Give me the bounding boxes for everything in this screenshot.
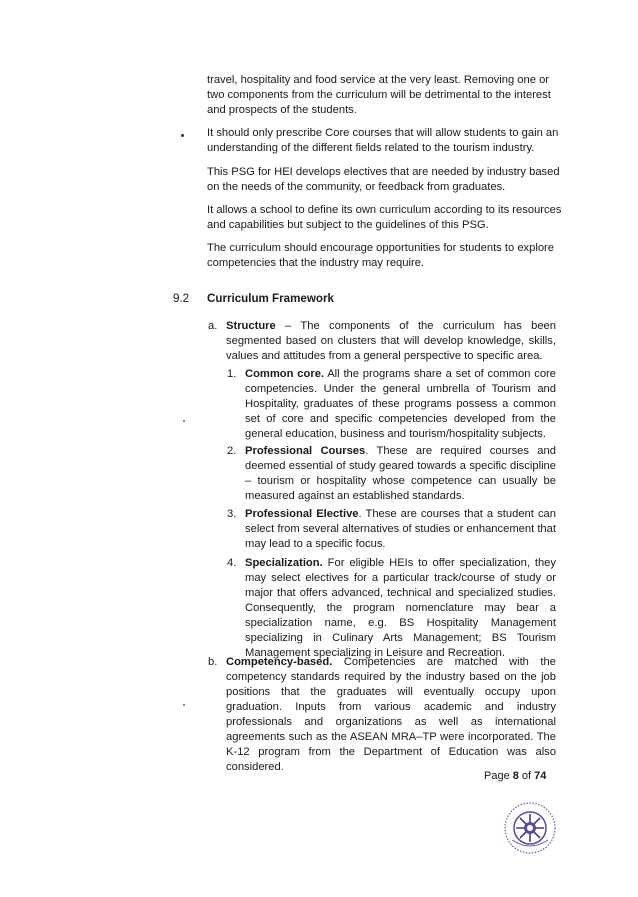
section-title: Curriculum Framework — [207, 292, 334, 305]
subitem-4-text: For eligible HEIs to offer specialization, they may select electives for a particular track/course of study or major that offers advanced, technical and specialized studies. Consequently, the program nomenclature may bear a specialization name, e.g. BS Hospitality Management specializing in Culinary Arts Management; BS Tourism Management specializing in Leisure and Recreation. — [245, 557, 556, 659]
margin-speck — [183, 420, 185, 422]
margin-speck — [183, 704, 185, 706]
subitem-4-number: 4. — [227, 557, 237, 569]
intro-paragraph-2: It should only prescribe Core courses that will allow students to gain an understanding of the different fields related to the tourism industry. — [207, 127, 559, 154]
intro-paragraph-5: The curriculum should encourage opportunities for students to explore competencies that the industry may require. — [207, 242, 555, 269]
subitem-common-core — [245, 367, 556, 442]
subitem-2-term: Professional Courses — [245, 445, 366, 457]
footer-of-word: of — [518, 770, 535, 782]
item-a-structure — [226, 319, 556, 364]
subitem-1-term: Common core. — [245, 368, 325, 380]
subitem-specialization — [245, 556, 556, 661]
intro-paragraph-3: This PSG for HEI develops electives that are needed by industry based on the needs of the community, or feedback from graduates. — [207, 166, 560, 193]
item-a-letter: a. — [208, 320, 218, 332]
subitem-3-number: 3. — [227, 508, 237, 520]
subitem-3-term: Professional Elective — [245, 508, 359, 520]
item-b-competency — [226, 655, 556, 775]
subitem-3-text: . These are courses that a student can select from several alternatives of studies or enhancement that may lead to a specific focus. — [245, 508, 556, 550]
item-b-term: Competency-based. — [226, 656, 333, 668]
intro-paragraph-1: travel, hospitality and food service at the very least. Removing one or two components from the curriculum will be detrimental to the interest and prospects of the students. — [207, 74, 551, 116]
subitem-4-term: Specialization. — [245, 557, 323, 569]
subitem-1-text: All the programs share a set of common core competencies. Under the general umbrella of Tourism and Hospitality, graduates of these programs possess a common set of core and specific competencies developed from the general education, business and tourism/hospitality subjects. — [245, 368, 557, 440]
subitem-professional-elective — [245, 507, 556, 552]
footer-page-number: 8 — [512, 770, 519, 782]
item-a-text: – The components of the curriculum has been segmented based on clusters that will develop knowledge, skills, values and attitudes from a general perspective to specific area. — [226, 320, 556, 362]
official-seal-icon — [502, 800, 558, 856]
subitem-2-number: 2. — [227, 445, 237, 457]
item-b-text: Competencies are matched with the competency standards required by the industry based on the job positions that the graduates will eventually occupy upon graduation. Inputs from various academic and industry professionals and organizations as well as international agreements such as the ASEAN MRA–TP were incorporated. The K-12 program from the Department of Education was also considered. — [226, 656, 556, 773]
subitem-professional-courses — [245, 444, 556, 504]
page-footer — [484, 769, 546, 784]
intro-paragraph-4: It allows a school to define its own curriculum according to its resources and capabilities but subject to the guidelines of this PSG. — [207, 204, 562, 231]
footer-total-pages: 74 — [534, 770, 547, 782]
subitem-2-text: . These are required courses and deemed essential of study geared towards a specific discipline – tourism or hospitality whose competence can usually be measured against an established standards. — [245, 445, 556, 502]
subitem-1-number: 1. — [227, 368, 237, 380]
footer-page-word: Page — [484, 770, 513, 782]
section-number: 9.2 — [173, 292, 190, 305]
item-b-letter: b. — [208, 656, 218, 668]
item-a-term: Structure — [226, 320, 276, 332]
bullet-dot — [181, 134, 184, 137]
